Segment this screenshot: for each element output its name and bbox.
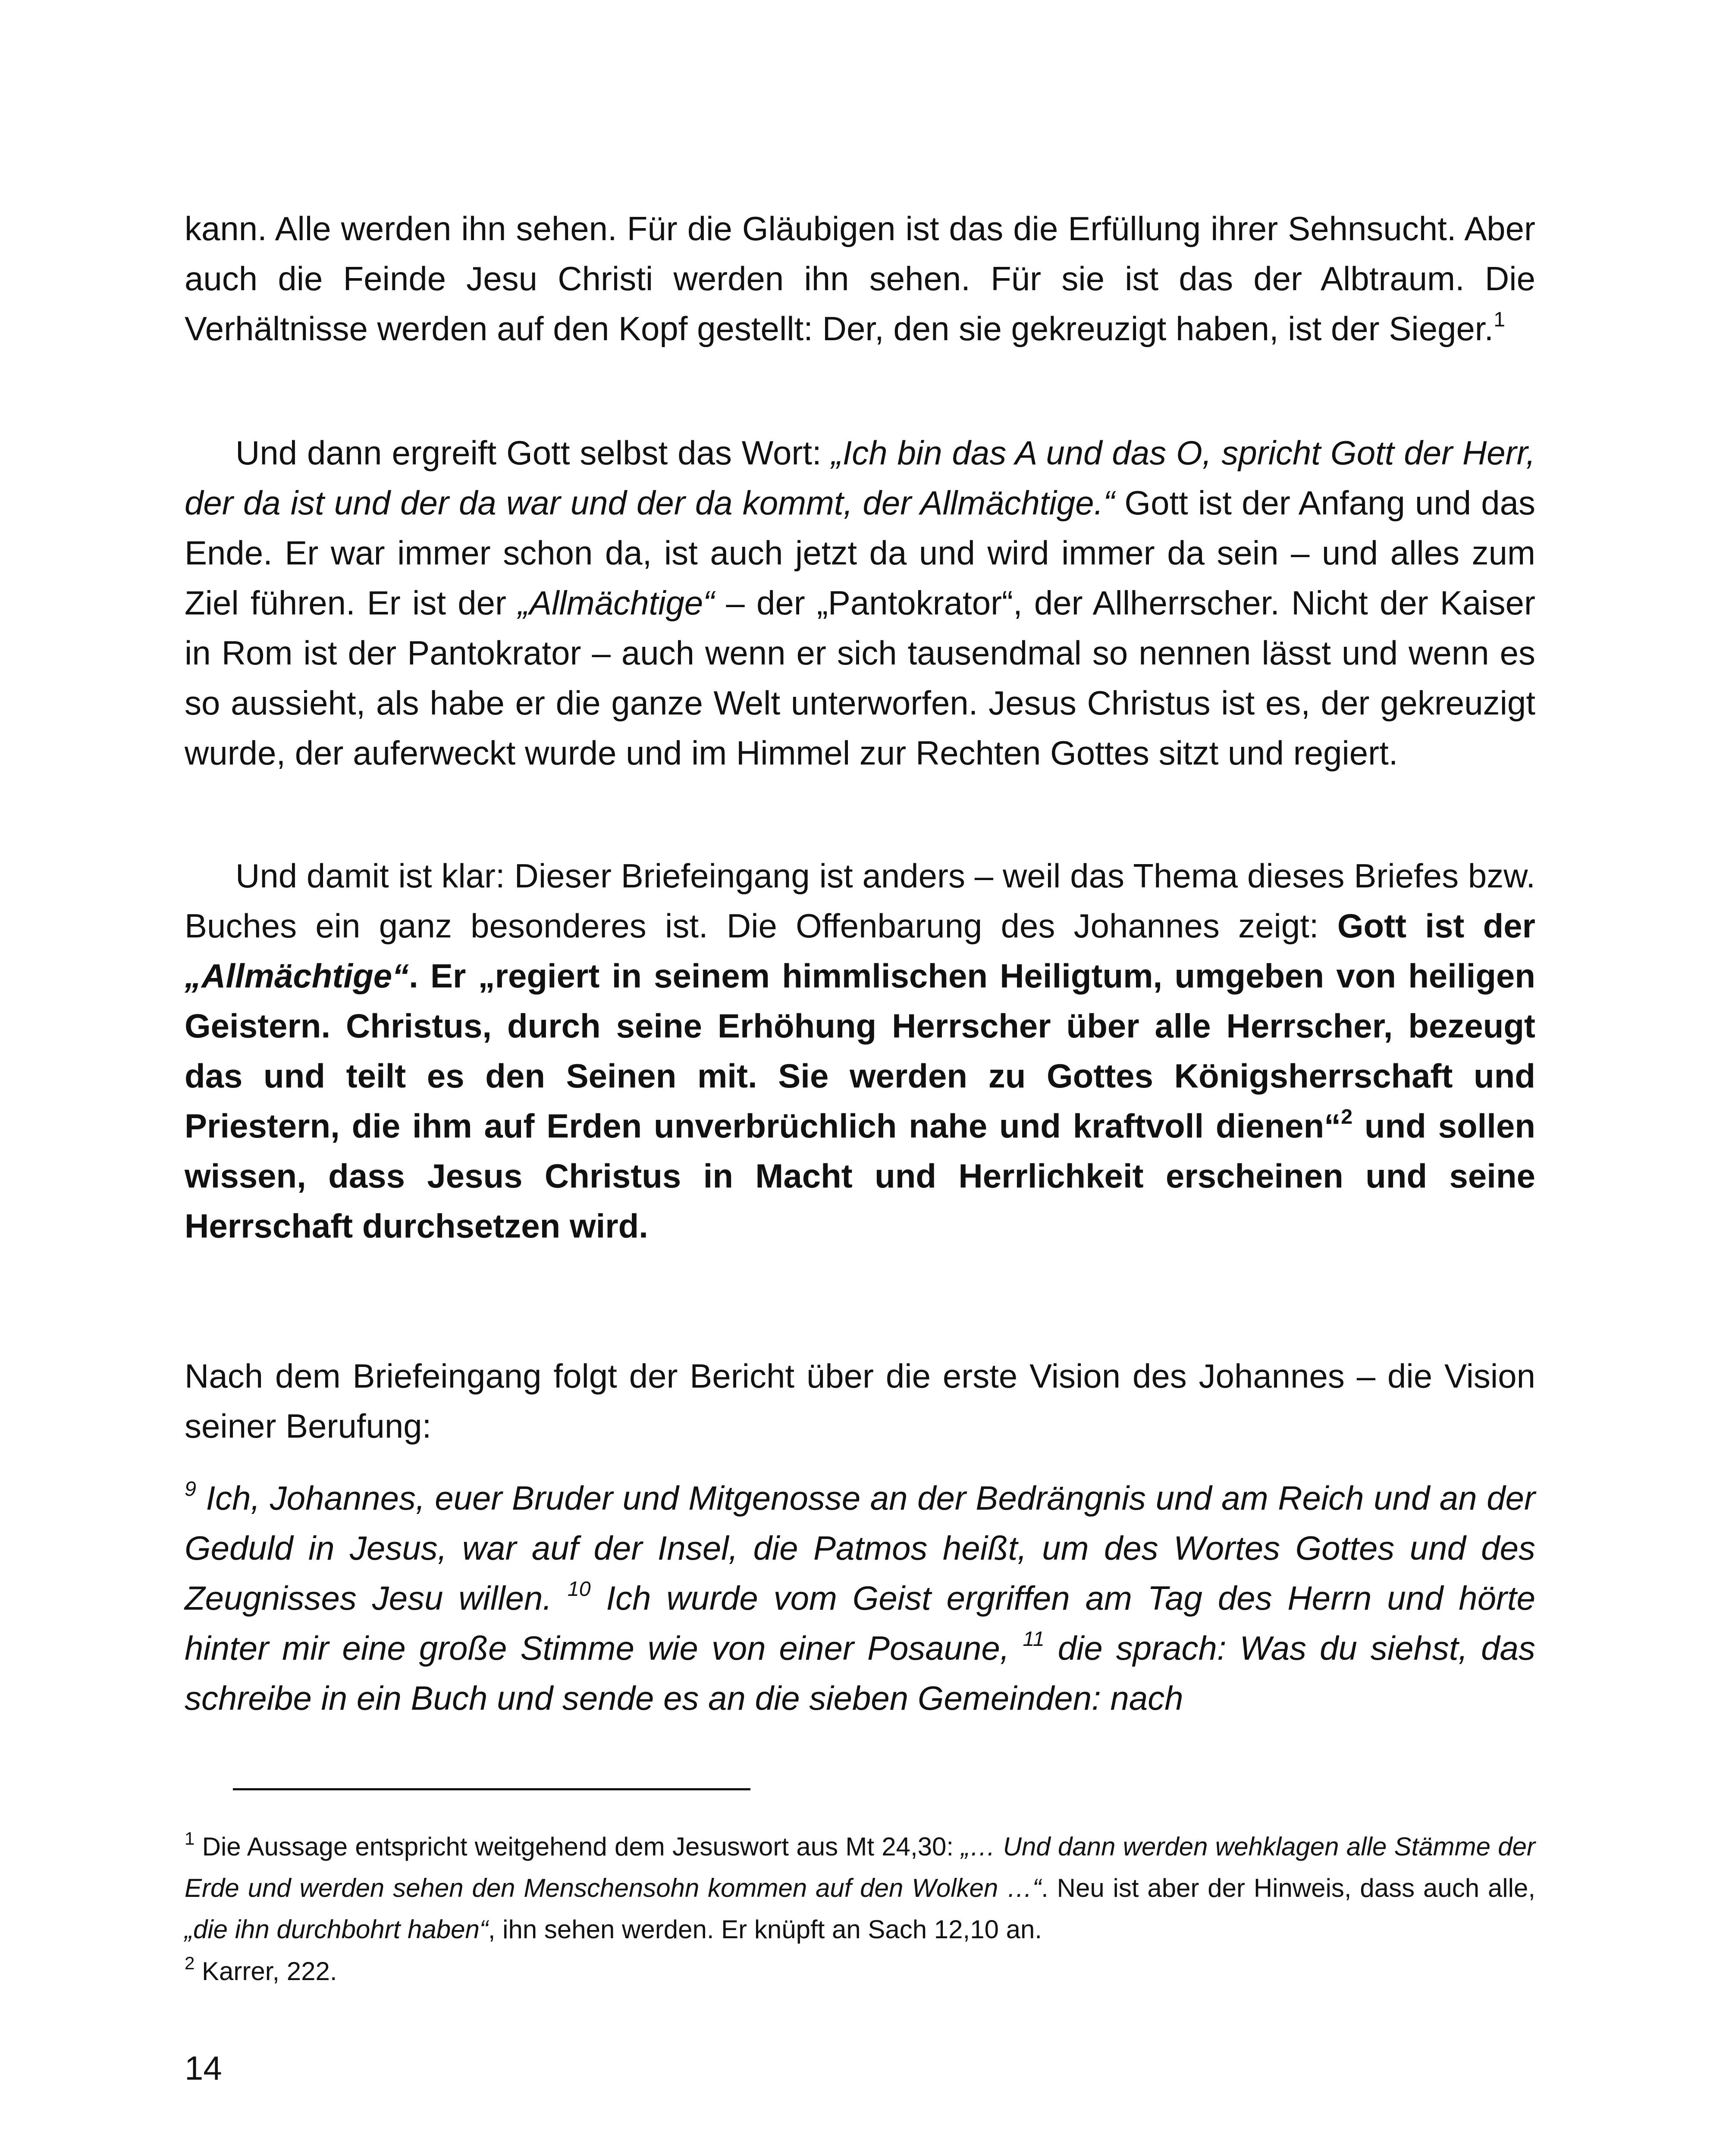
verse-10-text: Ich wurde vom Geist ergriffen am Tag des Herrn und hörte hinter mir eine große Stimme wie von einer Posaune,: [185, 1579, 1535, 1667]
paragraph-3-bold-a: Gott ist der: [1337, 907, 1535, 945]
paragraph-3-bold-italic: „Allmächtige“: [185, 957, 409, 995]
verse-number-11: 11: [1023, 1627, 1045, 1651]
footnote-2-number: 2: [185, 1952, 195, 1973]
footnote-ref-2[interactable]: 2: [1341, 1105, 1353, 1129]
footnote-1-quote-a: „… Und dann werden wehklagen alle Stämme der Erde und werden sehen den Menschensohn kommen auf den Wolken …“: [185, 1832, 1535, 1902]
footnote-1-number: 1: [185, 1828, 195, 1849]
footnote-1: [185, 1826, 1535, 1950]
footnote-2: [185, 1951, 1535, 1992]
footnote-1-quote-b: „die ihn durchbohrt haben“: [185, 1915, 488, 1944]
verse-number-9: 9: [185, 1477, 196, 1501]
paragraph-3: [185, 851, 1535, 1251]
paragraph-2: [185, 428, 1535, 778]
footnote-1-text-c: , ihn sehen werden. Er knüpft an Sach 12,10 an.: [488, 1915, 1042, 1944]
footnote-1-text-a: Die Aussage entspricht weitgehend dem Jesuswort aus Mt 24,30:: [195, 1832, 961, 1861]
footnote-separator: [233, 1788, 750, 1790]
paragraph-2-text-b: – der „Pantokrator“, der Allherrscher. Nicht der Kaiser in Rom ist der Pantokrator – auch wenn er sich tausendmal so nennen lässt und wenn es so aussieht, als habe er die ganze Welt unterworfen. Jesus Christus ist es, der gekreuzigt wurde, der auferweckt wurde und im Himmel zur Rechten Gottes sitzt und regiert.: [185, 584, 1536, 772]
verse-11-text: die sprach: Was du siehst, das schreibe in ein Buch und sende es an die sieben Gemeinden: nach: [185, 1629, 1535, 1717]
paragraph-1: [185, 204, 1535, 354]
divine-quote: „Ich bin das A und das O, spricht Gott der Herr, der da ist und der da war und der da kommt, der Allmächtige.“: [185, 434, 1536, 522]
allmaechtige-quote: „Allmächtige“: [518, 584, 715, 622]
footnote-1-text-b: . Neu ist aber der Hinweis, dass auch alle,: [1041, 1874, 1536, 1902]
paragraph-2-intro: Und dann ergreift Gott selbst das Wort:: [235, 434, 831, 472]
verse-9-text: Ich, Johannes, euer Bruder und Mitgenosse an der Bedrängnis und am Reich und an der Geduld in Jesus, war auf der Insel, die Patmos heißt, um des Wortes Gottes und des Zeugnisses Jesu willen.: [185, 1479, 1535, 1617]
paragraph-4-text: Nach dem Briefeingang folgt der Bericht über die erste Vision des Johannes – die Vision seiner Berufung:: [185, 1357, 1535, 1445]
paragraph-1-text: kann. Alle werden ihn sehen. Für die Gläubigen ist das die Erfüllung ihrer Sehnsucht. Aber auch die Feinde Jesu Christi werden ihn sehen. Für sie ist das der Albtraum. Die Verhältnisse werden auf den Kopf gestellt: Der, den sie gekreuzigt haben, ist der Sieger.: [185, 210, 1535, 348]
page-number: 14: [185, 2049, 222, 2087]
footnote-ref-1[interactable]: 1: [1494, 308, 1506, 332]
scripture-quote: [185, 1473, 1535, 1723]
footnote-2-text: Karrer, 222.: [195, 1957, 337, 1986]
paragraph-4: [185, 1351, 1535, 1451]
paragraph-3-bold-b: . Er „regiert in seinem himmlischen Heiligtum, umgeben von heiligen Geistern. Christus, durch seine Erhöhung Herrscher über alle Herrscher, bezeugt das und teilt es den Seinen mit. Sie werden zu Gottes Königsherrschaft und Priestern, die ihm auf Erden unverbrüchlich nahe und kraftvoll dienen“: [185, 957, 1535, 1145]
verse-number-10: 10: [567, 1577, 591, 1601]
paragraph-3-intro: Und damit ist klar: Dieser Briefeingang ist anders – weil das Thema dieses Briefes bzw. Buches ein ganz besonderes ist. Die Offenbarung des Johannes zeigt:: [185, 857, 1535, 945]
paragraph-2-text-a: Gott ist der Anfang und das Ende. Er war immer schon da, ist auch jetzt da und wird immer da sein – und alles zum Ziel führen. Er ist der: [185, 484, 1535, 622]
paragraph-3-bold-c: und sollen wissen, dass Jesus Christus in Macht und Herrlichkeit erscheinen und seine Herrschaft durchsetzen wird.: [185, 1107, 1535, 1245]
